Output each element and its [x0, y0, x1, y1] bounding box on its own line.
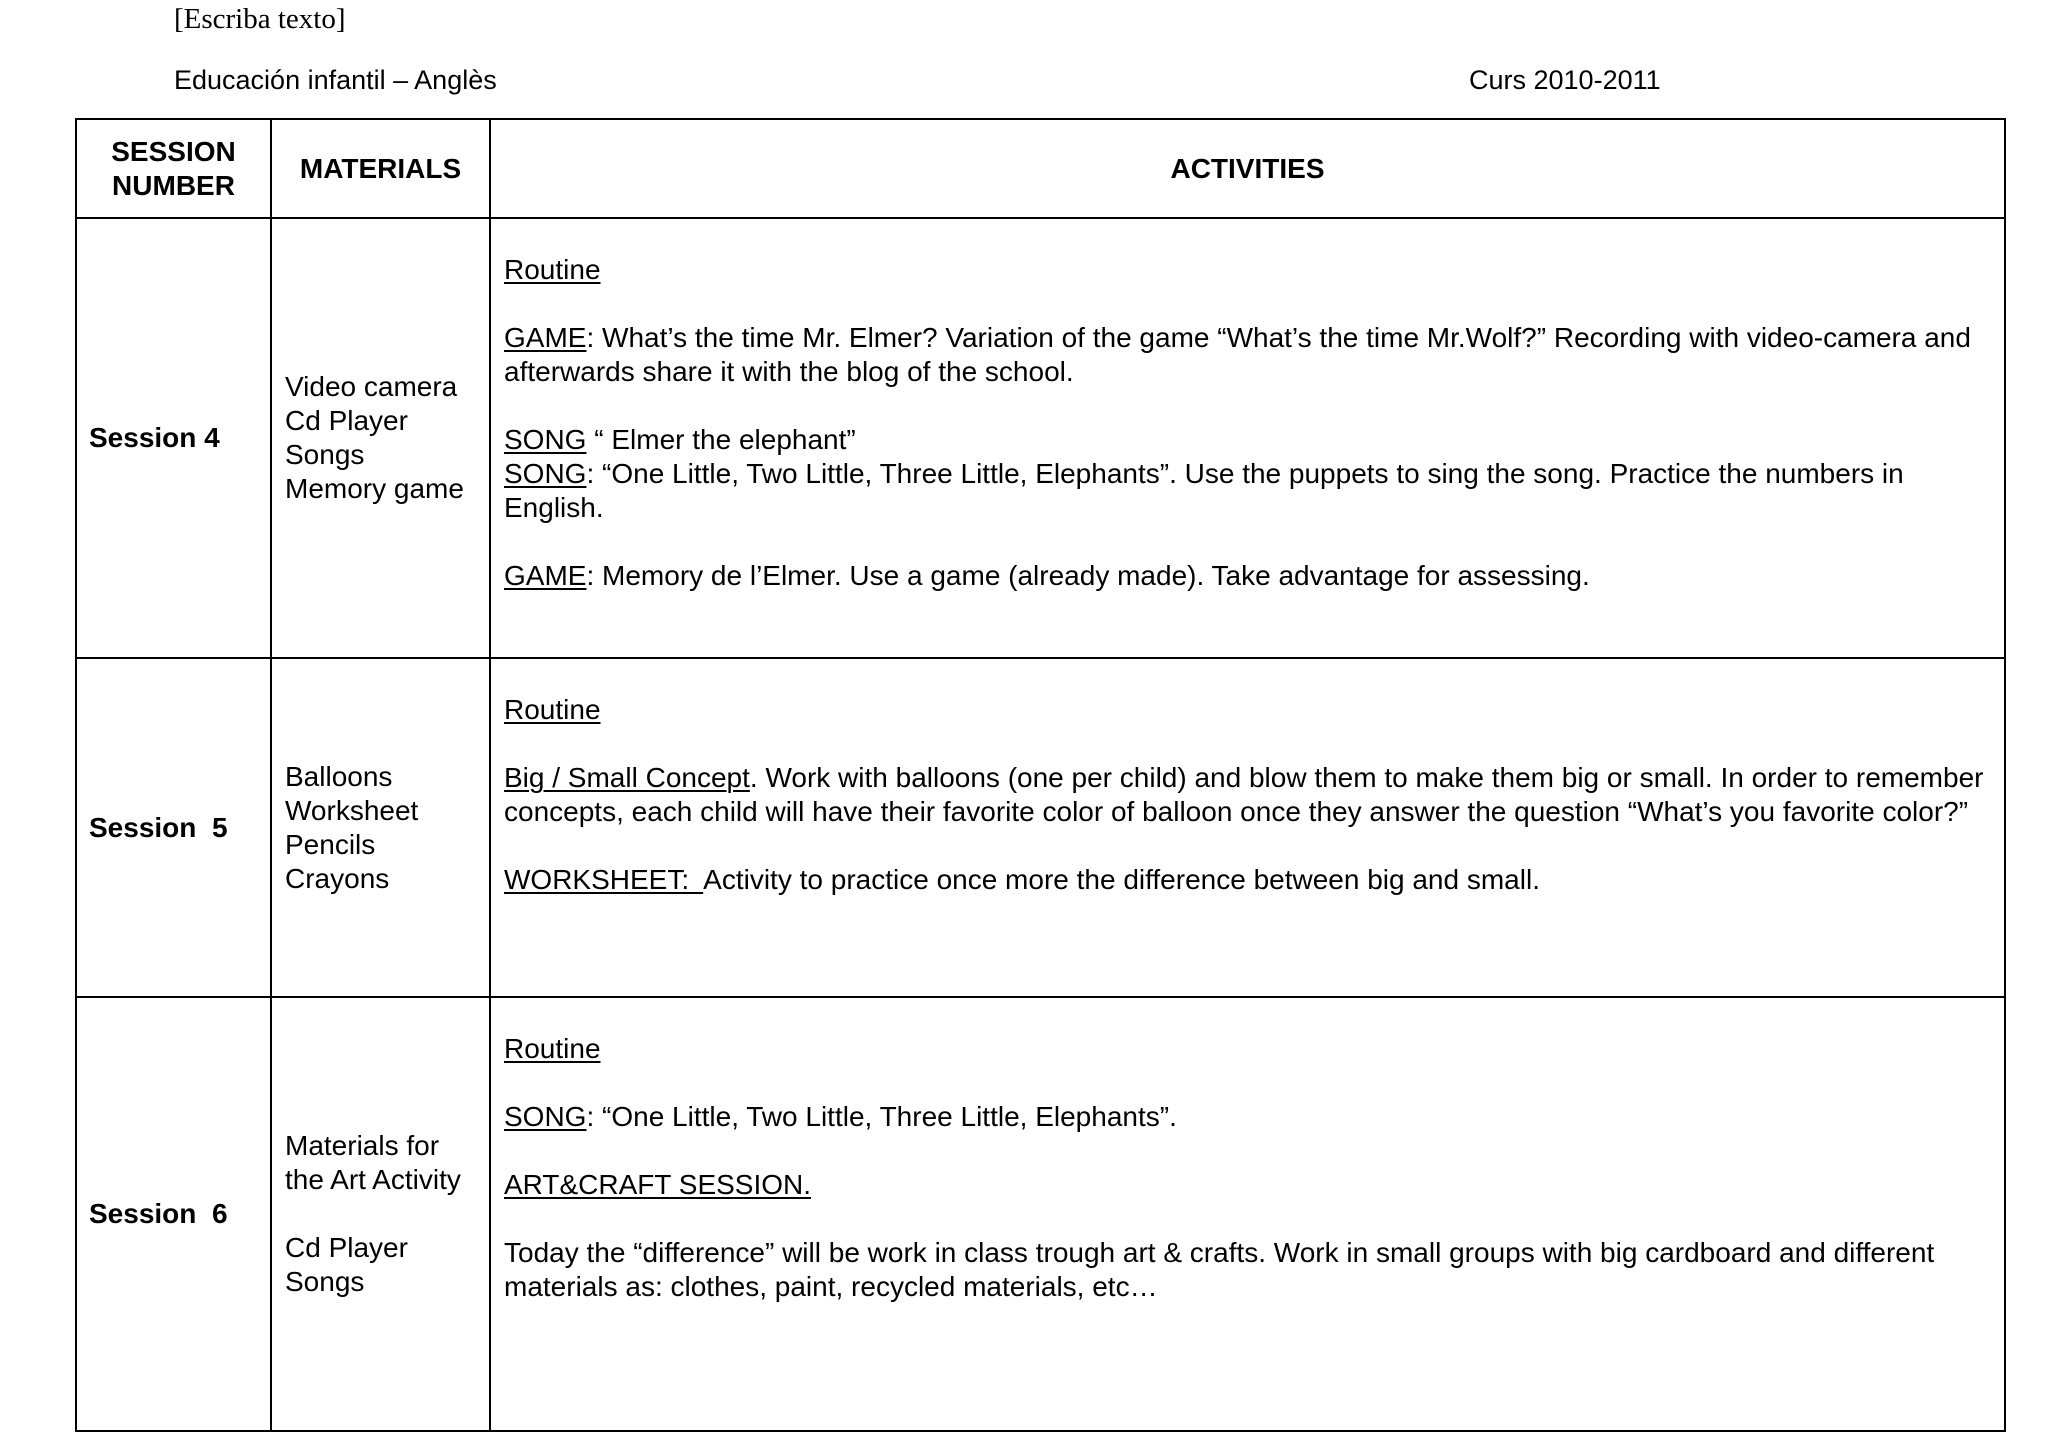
material-item: Songs	[285, 439, 365, 470]
column-header-activities: ACTIVITIES	[490, 119, 2005, 218]
activity-song-label: SONG	[504, 424, 587, 455]
activity-song	[504, 457, 1984, 525]
table-row	[76, 218, 2005, 658]
session-number-cell: Session 5	[76, 658, 271, 997]
table-row	[76, 997, 2005, 1431]
table-header-row	[76, 119, 2005, 218]
material-item: Memory game	[285, 473, 464, 504]
material-item: Crayons	[285, 862, 390, 894]
material-item: Pencils	[285, 828, 376, 860]
activity-art-text: Today the “difference” will be work in class trough art & crafts. Work in small groups with big cardboard and different materials as: clothes, paint, recycled materials, etc…	[504, 1237, 1935, 1302]
activity-song-label: SONG	[504, 1101, 587, 1132]
material-item: Worksheet	[285, 794, 419, 826]
activity-worksheet-text: Activity to practice once more the difference between big and small.	[703, 864, 1540, 895]
activities-cell	[490, 997, 2005, 1431]
material-item: Cd Player	[285, 1232, 408, 1263]
session-number-cell: Session 6	[76, 997, 271, 1431]
activity-concept	[504, 761, 1984, 829]
materials-cell	[271, 658, 490, 997]
activities-cell	[490, 218, 2005, 658]
activity-game	[504, 559, 1984, 593]
activity-song	[504, 1100, 1984, 1134]
column-header-session-line2: NUMBER	[112, 169, 235, 201]
activities-cell	[490, 658, 2005, 997]
activity-concept-label: Big / Small Concept	[504, 762, 750, 793]
routine-label: Routine	[504, 254, 601, 285]
activity-concept-text: . Work with balloons (one per child) and blow them to make them big or small. In order to remember concepts, each child will have their favorite color of balloon once they answer the question “What’s you favorite color?”	[504, 762, 1984, 827]
activity-game-text: : What’s the time Mr. Elmer? Variation of the game “What’s the time Mr.Wolf?” Recording with video-camera and afterwards share it with the blog of the school.	[504, 322, 1971, 387]
routine-label: Routine	[504, 694, 601, 725]
material-spacer	[285, 1197, 485, 1231]
material-item: Cd Player	[285, 405, 408, 436]
session-number-cell: Session 4	[76, 218, 271, 658]
page-header-placeholder: [Escriba texto]	[174, 3, 346, 35]
material-item: Balloons	[285, 760, 393, 792]
activity-game-label: GAME	[504, 322, 587, 353]
activity-worksheet	[504, 863, 1984, 897]
column-header-materials: MATERIALS	[271, 119, 490, 218]
routine-label: Routine	[504, 1033, 601, 1064]
material-item: Songs	[285, 1266, 365, 1297]
lesson-plan-table	[75, 118, 2006, 1432]
material-item: the Art Activity	[285, 1164, 461, 1195]
activity-song-text: : “One Little, Two Little, Three Little, Elephants”.	[586, 1101, 1177, 1132]
column-header-session-line1: SESSION	[111, 135, 236, 167]
course-year: Curs 2010-2011	[1469, 65, 1661, 95]
activity-game-text: : Memory de l’Elmer. Use a game (already made). Take advantage for assessing.	[586, 560, 1590, 591]
activity-song	[504, 423, 1984, 457]
material-item: Video camera	[285, 371, 458, 402]
material-item: Materials for	[285, 1130, 440, 1161]
activity-game-label: GAME	[504, 560, 587, 591]
subject-title: Educación infantil – Anglès	[174, 65, 497, 95]
column-header-session	[76, 119, 271, 218]
activity-game	[504, 321, 1984, 389]
materials-cell	[271, 997, 490, 1431]
activity-art-label: ART&CRAFT SESSION.	[504, 1169, 812, 1200]
activity-song-text: : “One Little, Two Little, Three Little, Elephants”. Use the puppets to sing the song. Practice the numbers in English.	[504, 458, 1904, 523]
activity-worksheet-label: WORKSHEET:	[504, 864, 704, 895]
activity-song-label: SONG	[504, 458, 587, 489]
table-row	[76, 658, 2005, 997]
activity-song-text: “ Elmer the elephant”	[586, 424, 856, 455]
materials-cell	[271, 218, 490, 658]
